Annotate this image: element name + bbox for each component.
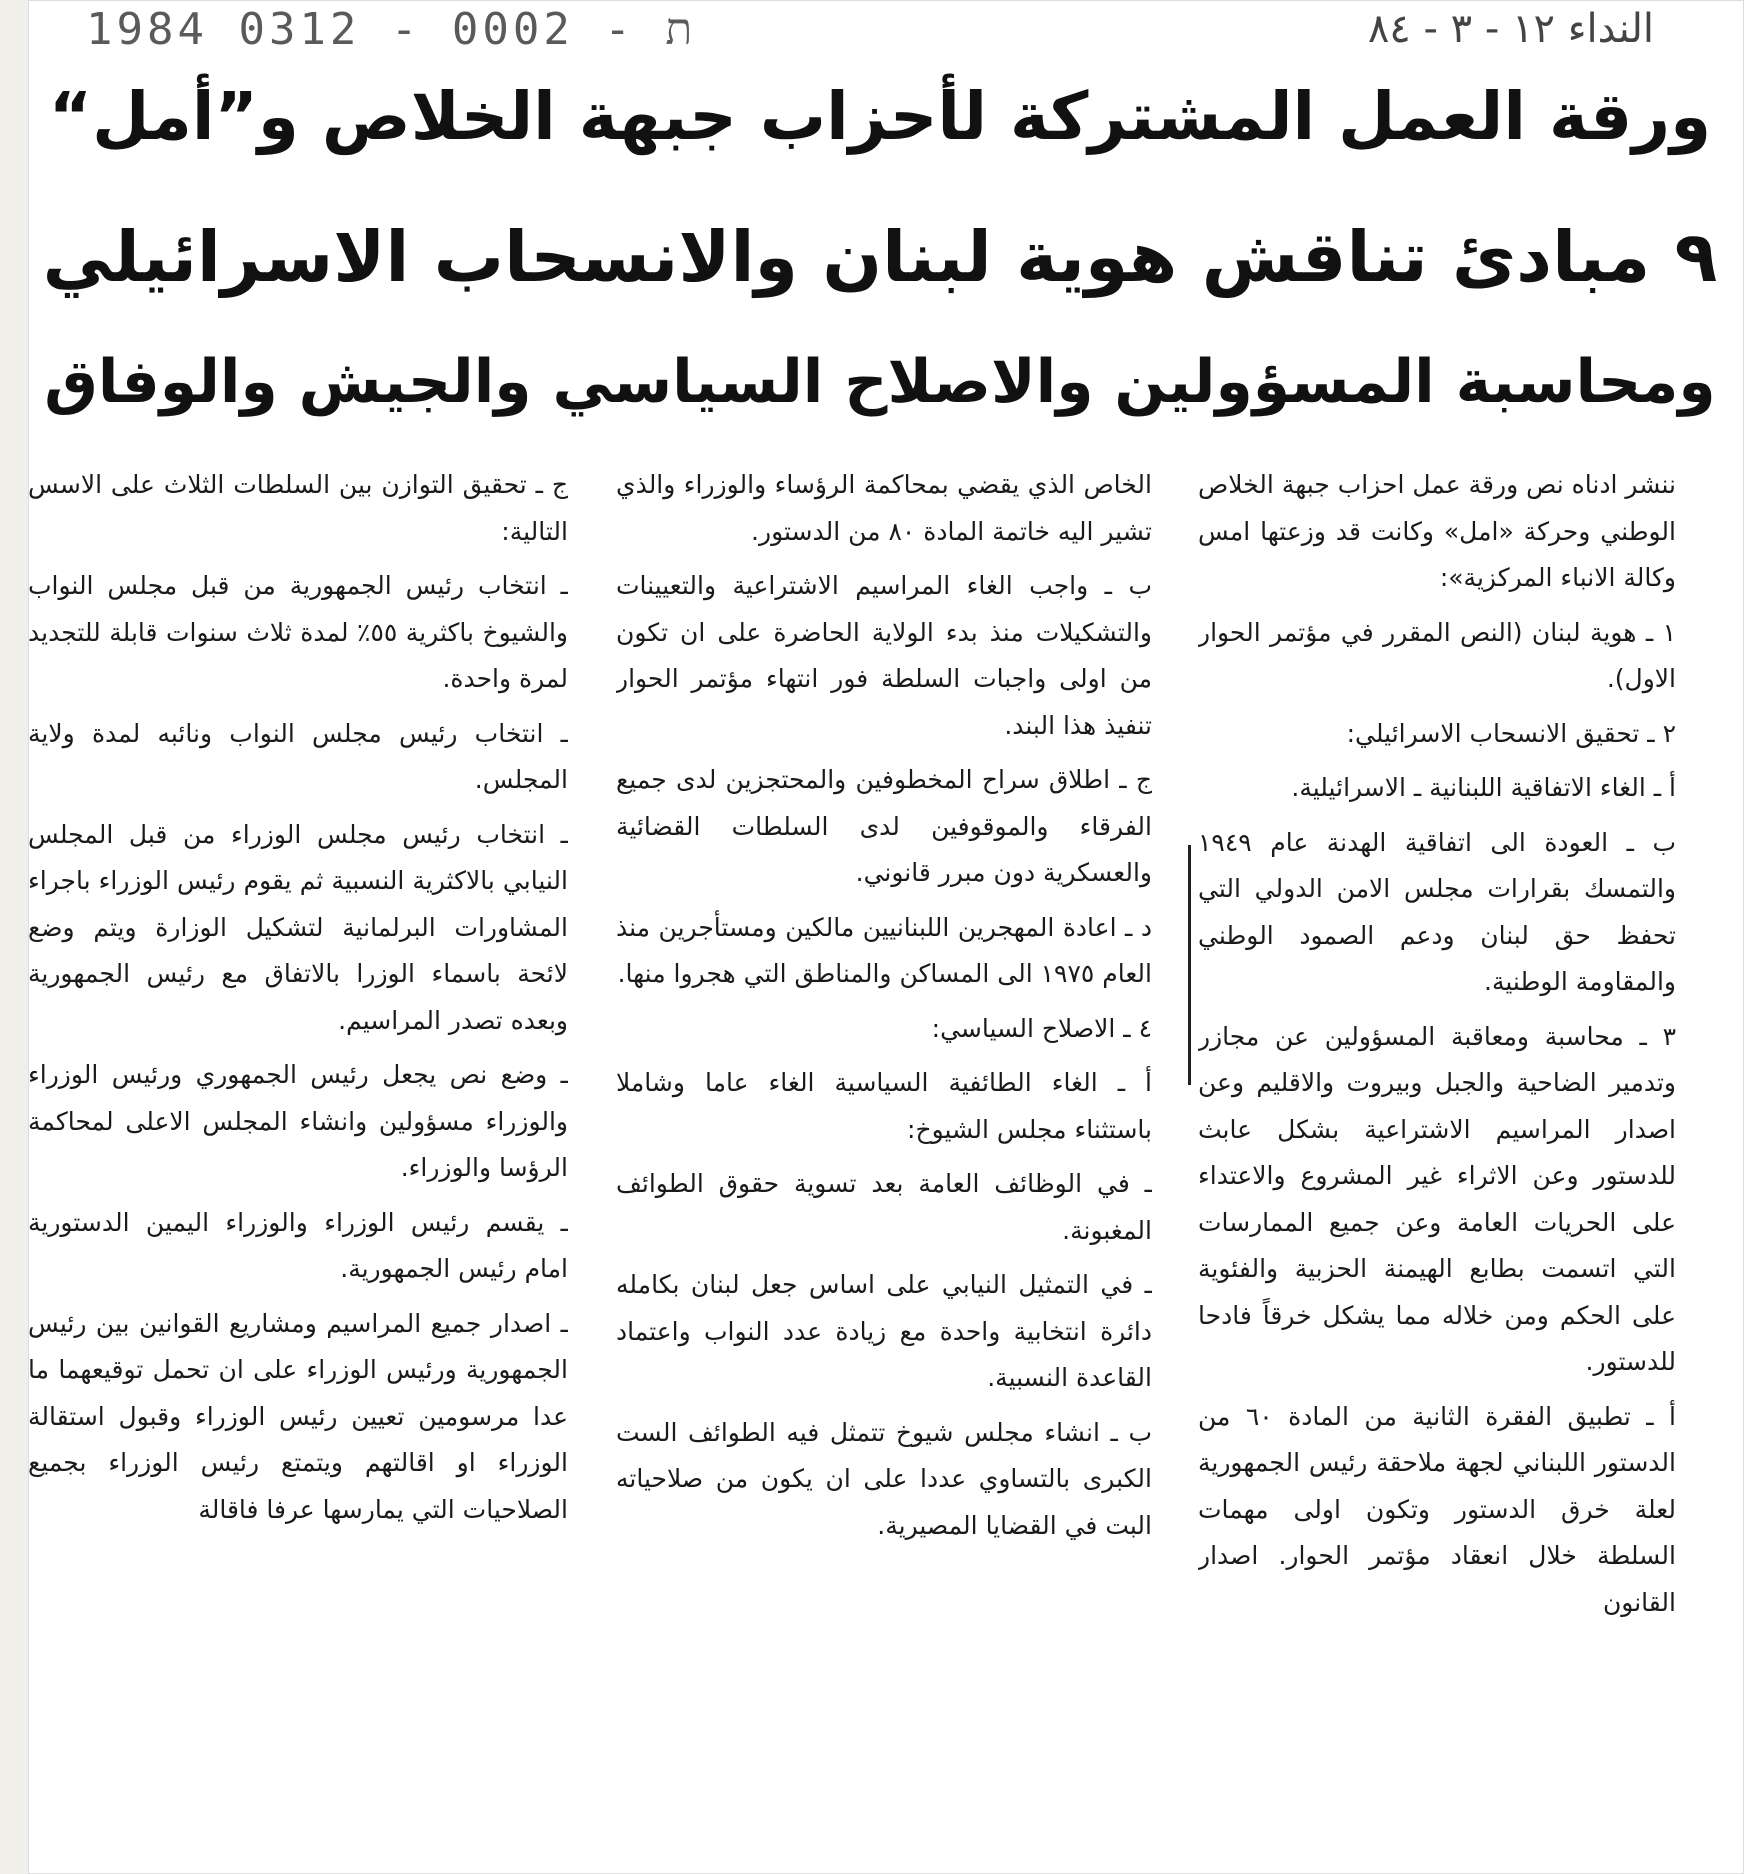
article-column-right xyxy=(1198,462,1676,1874)
paragraph: أ ـ الغاء الطائفية السياسية الغاء عاما وشاملا باستثناء مجلس الشيوخ: xyxy=(616,1068,1152,1144)
paragraph: ٣ ـ محاسبة ومعاقبة المسؤولين عن مجازر وتدمير الضاحية والجبل وبيروت والاقليم وعن اصدار المراسيم الاشتراعية بشكل عابث للدستور وعن الاثراء غير المشروع والاعتداء على الحريات العامة وعن جميع الممارسات التي اتسمت بطابع الهيمنة الحزبية والفئوية على الحكم ومن خلاله مما يشكل خرقاً فادحا للدستور. xyxy=(1198,1021,1676,1376)
paragraph: د ـ اعادة المهجرين اللبنانيين مالكين ومستأجرين منذ العام ١٩٧٥ الى المساكن والمناطق التي هجروا منها. xyxy=(616,912,1152,988)
article-column-middle xyxy=(616,462,1152,1874)
paragraph: ـ وضع نص يجعل رئيس الجمهوري ورئيس الوزراء والوزراء مسؤولين وانشاء المجلس الاعلى لمحاكمة الرؤسا والوزراء. xyxy=(28,1060,568,1182)
paragraph: ب ـ واجب الغاء المراسيم الاشتراعية والتعيينات والتشكيلات منذ بدء الولاية الحاضرة على ان تكون من اولى واجبات السلطة فور انتهاء مؤتمر الحوار تنفيذ هذا البند. xyxy=(616,571,1152,740)
paragraph: ـ في الوظائف العامة بعد تسوية حقوق الطوائف المغبونة. xyxy=(616,1169,1152,1245)
archive-id: 1984 0312 - 0002 - ת xyxy=(86,4,697,55)
headline-line-1: ورقة العمل المشتركة لأحزاب جبهة الخلاص و”أمل“ xyxy=(48,78,1712,155)
paragraph: أ ـ تطبيق الفقرة الثانية من المادة ٦٠ من الدستور اللبناني لجهة ملاحقة رئيس الجمهورية لعلة خرق الدستور وتكون اولى مهمات السلطة خلال انعقاد مؤتمر الحوار. اصدار القانون xyxy=(1198,1401,1676,1617)
paragraph: ب ـ العودة الى اتفاقية الهدنة عام ١٩٤٩ والتمسك بقرارات مجلس الامن الدولي التي تحفظ حق لبنان ودعم الصمود الوطني والمقاومة الوطنية. xyxy=(1198,827,1676,996)
paragraph: ننشر ادناه نص ورقة عمل احزاب جبهة الخلاص الوطني وحركة «امل» وكانت قد وزعتها امس وكالة الانباء المركزية»: xyxy=(1198,470,1676,592)
paragraph: أ ـ الغاء الاتفاقية اللبنانية ـ الاسرائيلية. xyxy=(1291,773,1676,802)
paragraph: ـ اصدار جميع المراسيم ومشاريع القوانين بين رئيس الجمهورية ورئيس الوزراء على ان تحمل توقيعهما ما عدا مرسومين تعيين رئيس الوزراء وقبول استقالة الوزراء او اقالتهم ويتمتع رئيس الوزراء بجميع الصلاحيات التي يمارسها عرفا فاقالة xyxy=(28,1308,568,1524)
margin-mark xyxy=(1188,845,1191,1085)
headline-line-3: ومحاسبة المسؤولين والاصلاح السياسي والجيش والوفاق xyxy=(44,347,1716,417)
paragraph: الخاص الذي يقضي بمحاكمة الرؤساء والوزراء والذي تشير اليه خاتمة المادة ٨٠ من الدستور. xyxy=(616,470,1152,546)
paragraph: ـ في التمثيل النيابي على اساس جعل لبنان بكامله دائرة انتخابية واحدة مع زيادة عدد النواب واعتماد القاعدة النسبية. xyxy=(616,1270,1152,1392)
date-stamp: النداء ١٢ - ٣ - ٨٤ xyxy=(1367,6,1654,52)
paragraph: ـ انتخاب رئيس الجمهورية من قبل مجلس النواب والشيوخ باكثرية ٥٥٪ لمدة ثلاث سنوات قابلة للتجديد لمرة واحدة. xyxy=(28,571,568,693)
paragraph: ٢ ـ تحقيق الانسحاب الاسرائيلي: xyxy=(1346,718,1676,748)
paragraph: ب ـ انشاء مجلس شيوخ تتمثل فيه الطوائف الست الكبرى بالتساوي عددا على ان يكون من صلاحياته البت في القضايا المصيرية. xyxy=(616,1417,1152,1540)
paragraph: ـ انتخاب رئيس مجلس النواب ونائبه لمدة ولاية المجلس. xyxy=(28,718,568,794)
paragraph: ج ـ اطلاق سراح المخطوفين والمحتجزين لدى جميع الفرقاء والموقوفين لدى السلطات القضائية والعسكرية دون مبرر قانوني. xyxy=(616,765,1152,887)
paragraph: ـ انتخاب رئيس مجلس الوزراء من قبل المجلس النيابي بالاكثرية النسبية ثم يقوم رئيس الوزراء باجراء المشاورات البرلمانية لتشكيل الوزارة ويتم وضع لائحة باسماء الوزرا بالاتفاق مع رئيس الجمهورية وبعده تصدر المراسيم. xyxy=(28,819,568,1035)
paragraph: ١ ـ هوية لبنان (النص المقرر في مؤتمر الحوار الاول). xyxy=(1198,617,1676,693)
article-column-left xyxy=(28,462,568,1874)
paragraph: ـ يقسم رئيس الوزراء والوزراء اليمين الدستورية امام رئيس الجمهورية. xyxy=(28,1207,568,1283)
paragraph: ٤ ـ الاصلاح السياسي: xyxy=(931,1013,1152,1043)
headline-line-2: ٩ مبادئ تناقش هوية لبنان والانسحاب الاسرائيلي xyxy=(42,216,1718,298)
paragraph: ج ـ تحقيق التوازن بين السلطات الثلاث على الاسس التالية: xyxy=(28,470,568,546)
